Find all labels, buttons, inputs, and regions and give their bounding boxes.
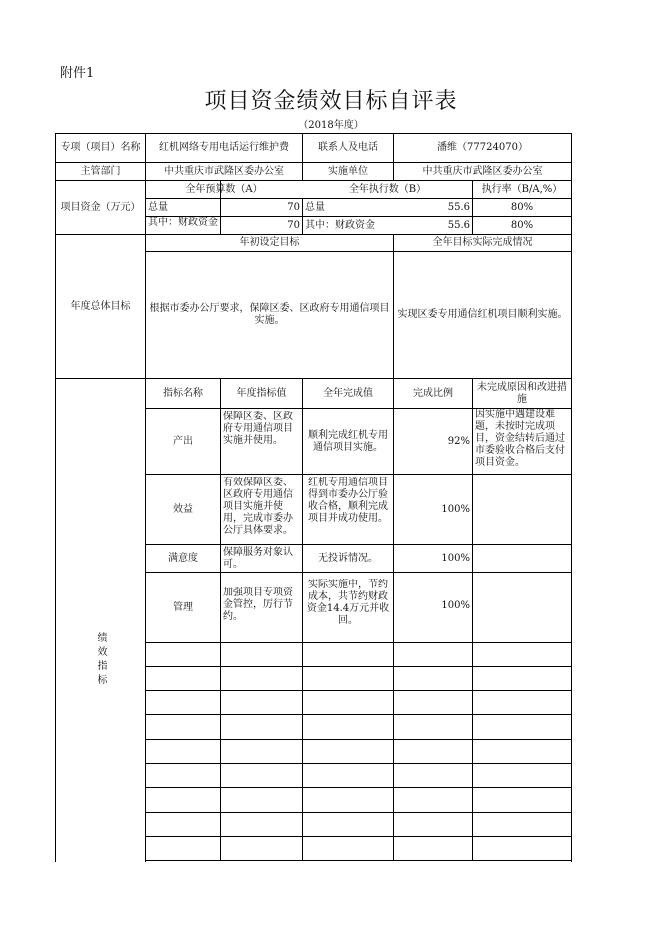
total-budget-label: 总量 [148, 201, 168, 213]
indicator-benefit-actual: 红机专用通信项目得到市委办公厅验收合格，顺利完成项目并成功使用。 [308, 477, 388, 524]
indicator-management-target: 加强项目专项资金管控，厉行节约。 [223, 587, 293, 622]
indicator-output-reason: 因实施中遇建设难题，未按时完成项目，资金结转后通过市委验收合格后支付项目资金。 [475, 409, 565, 468]
fiscal-budget-value: 70 [287, 219, 300, 231]
indicator-management-name: 管理 [173, 601, 193, 613]
fiscal-exec-rate: 80% [510, 219, 534, 231]
indicator-satisfaction-ratio: 100% [441, 552, 470, 564]
execution-header: 全年执行数（B） [348, 183, 427, 195]
implementer-label: 实施单位 [328, 165, 368, 177]
total-budget-value: 70 [287, 201, 300, 213]
funds-label: 项目资金（万元） [60, 201, 141, 213]
project-name-value: 红机网络专用电话运行维护费 [159, 142, 289, 153]
header-target-value: 年度指标值 [236, 387, 287, 399]
total-exec-value: 55.6 [447, 201, 470, 213]
actual-goal-header: 全年目标实际完成情况 [432, 237, 533, 248]
implementer-value: 中共重庆市武隆区委办公室 [422, 165, 543, 177]
year-label: （2018年度） [298, 120, 364, 131]
header-completion-ratio: 完成比例 [413, 387, 453, 399]
indicator-output-actual: 顺利完成红机专用通信项目实施。 [308, 429, 388, 453]
actual-goal-text: 实现区委专用通信红机项目顺利实施。 [397, 309, 568, 320]
contact-label: 联系人及电话 [318, 142, 378, 153]
budget-header: 全年预算数（A） [185, 183, 263, 195]
indicator-satisfaction-name: 满意度 [168, 552, 198, 564]
set-goal-text: 根据市委办公厅要求，保障区委、区政府专用通信项目实施。 [149, 303, 390, 326]
indicator-output-name: 产出 [173, 435, 193, 447]
indicator-benefit-ratio: 100% [441, 503, 470, 515]
attachment-label: 附件1 [60, 66, 95, 81]
indicator-benefit-reason [473, 475, 571, 544]
set-goal-header: 年初设定目标 [239, 237, 300, 248]
indicator-satisfaction-target: 保障服务对象认可。 [223, 546, 293, 570]
annual-goal-label: 年度总体目标 [70, 300, 131, 312]
indicator-satisfaction-actual: 无投诉情况。 [318, 552, 378, 564]
project-name-label: 专项（项目）名称 [60, 142, 141, 153]
indicator-management-actual: 实际实施中，节约成本，共节约财政资金14.4万元并收回。 [306, 579, 390, 626]
performance-label: 绩效指标 [95, 632, 106, 688]
execution-rate-header: 执行率（B/A,%） [481, 183, 563, 195]
page-title: 项目资金绩效目标自评表 [204, 89, 458, 114]
fiscal-exec-value: 55.6 [447, 219, 470, 231]
indicator-benefit-name: 效益 [173, 503, 193, 515]
indicator-output-ratio: 92% [447, 435, 470, 447]
total-exec-rate: 80% [510, 201, 534, 213]
department-value: 中共重庆市武隆区委办公室 [164, 165, 284, 177]
fiscal-budget-label: 其中：财政资金 [148, 217, 218, 228]
indicator-output-target: 保障区委、区政府专用通信项目实施并使用。 [223, 411, 293, 446]
header-reason: 未完成原因和改进措施 [477, 381, 567, 405]
fiscal-exec-label: 其中：财政资金 [305, 219, 375, 231]
total-exec-label: 总量 [305, 201, 325, 213]
indicator-benefit-target: 有效保障区委、区政府专用通信项目实施并使用，完成市委办公厅具体要求。 [223, 477, 293, 536]
header-actual-value: 全年完成值 [323, 387, 373, 399]
contact-value: 潘维（77724070） [437, 142, 528, 153]
header-indicator-name: 指标名称 [163, 387, 203, 399]
department-label: 主管部门 [80, 165, 121, 177]
indicator-management-ratio: 100% [441, 600, 470, 611]
indicator-satisfaction-reason [473, 545, 571, 572]
indicator-management-reason [473, 573, 571, 642]
